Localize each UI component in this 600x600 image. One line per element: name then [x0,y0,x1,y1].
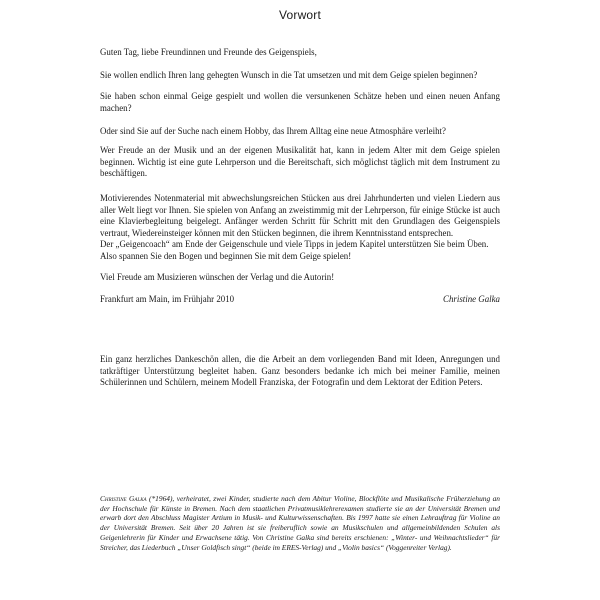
page-title: Vorwort [278,8,322,22]
material-text-2: Der „Geigencoach“ am Ende der Geigenschule und viele Tipps in jedem Kapitel unterstützen Sie beim Üben. [100,239,489,250]
bio-text [100,494,500,552]
material-text-3: Also spannen Sie den Bogen und beginnen Sie mit dem Geige spielen! [100,250,352,261]
place-date: Frankfurt am Main, im Frühjahr 2010 [100,294,235,304]
material-paragraph [100,193,500,263]
author-signature: Christine Galka [443,294,500,304]
intro-text: Wer Freude an der Musik und an der eigenen Musikalität hat, kann in jedem Alter mit dem Geige spielen beginnen. Wichtig ist eine gute Lehrperson und die Bereitschaft, sich möglichst täglich mit dem Instrument zu beschäftigen. [100,145,500,179]
question-text-1: Sie wollen endlich Ihren lang gehegten Wunsch in die Tat umsetzen und mit dem Geige spielen beginnen? [100,70,478,80]
bio-body: (*1964), verheiratet, zwei Kinder, studierte nach dem Abitur Violine, Blockflöte und Musikalische Früherziehung an der Hochschule für Künste in Bremen. Nach dem staatlichen Privatmusiklehrerexamen studierte sie an der Universität Bremen und erwarb dort den Abschluss Magister Artium in Musik- und Kulturwissenschaften. Bis 1997 hatte sie einen Lehrauftrag für Violine an der Universität Bremen. Seit über 20 Jahren ist sie freiberuflich sowie an Musikschulen und allgemeinbildenden Schulen als Geigenlehrerin für Kinder und Erwachsene tätig. Von Christine Galka sind bereits erschienen: „Winter- und Weihnachtslieder“ für Streicher, das Liederbuch „Unser Goldfisch singt“ (beide im ERES-Verlag) und „Violin basics“ (Voggenreiter Verlag). [100,494,500,552]
greeting-paragraph [100,47,500,59]
question-text-2: Sie haben schon einmal Geige gespielt und wollen die versunkenen Schätze heben und einen neuen Anfang machen? [100,91,500,113]
question-paragraph-1 [100,70,500,82]
bio-name: Christine Galka [100,494,147,503]
question-paragraph-2 [100,91,500,114]
greeting-text: Guten Tag, liebe Freundinnen und Freunde des Geigenspiels, [100,47,317,57]
material-text-1: Motivierendes Notenmaterial mit abwechslungsreichen Stücken aus drei Jahrhunderten und vielen Liedern aus aller Welt liegt vor Ihnen. Sie spielen von Anfang an zweistimmig mit der Lehrperson, für einige Stücke ist auch eine Klavierbegleitung beigelegt. Anfänger werden Schritt für Schritt mit den Grundlagen des Geigenspiels vertraut, Wiedereinsteiger können mit den Stücken beginnen, die ihrem Kenntnisstand entsprechen. [100,193,500,238]
closing-paragraph [100,272,500,284]
closing-text: Viel Freude am Musizieren wünschen der Verlag und die Autorin! [100,272,335,282]
question-paragraph-3 [100,126,500,138]
thanks-text: Ein ganz herzliches Dankeschön allen, die die Arbeit an dem vorliegenden Band mit Ideen, Anregungen und tatkräftiger Unterstützung begleitet haben. Ganz besonders bedanke ich mich bei meiner Familie, meinen Schülerinnen und Schülern, meinem Modell Franziska, der Fotografin und dem Lektorat der Edition Peters. [100,354,500,388]
question-text-3: Oder sind Sie auf der Suche nach einem Hobby, das Ihrem Alltag eine neue Atmosphäre verleiht? [100,126,446,136]
intro-paragraph [100,145,500,180]
author-bio [100,494,500,552]
signature-row [100,294,500,306]
thanks-paragraph [100,354,500,389]
